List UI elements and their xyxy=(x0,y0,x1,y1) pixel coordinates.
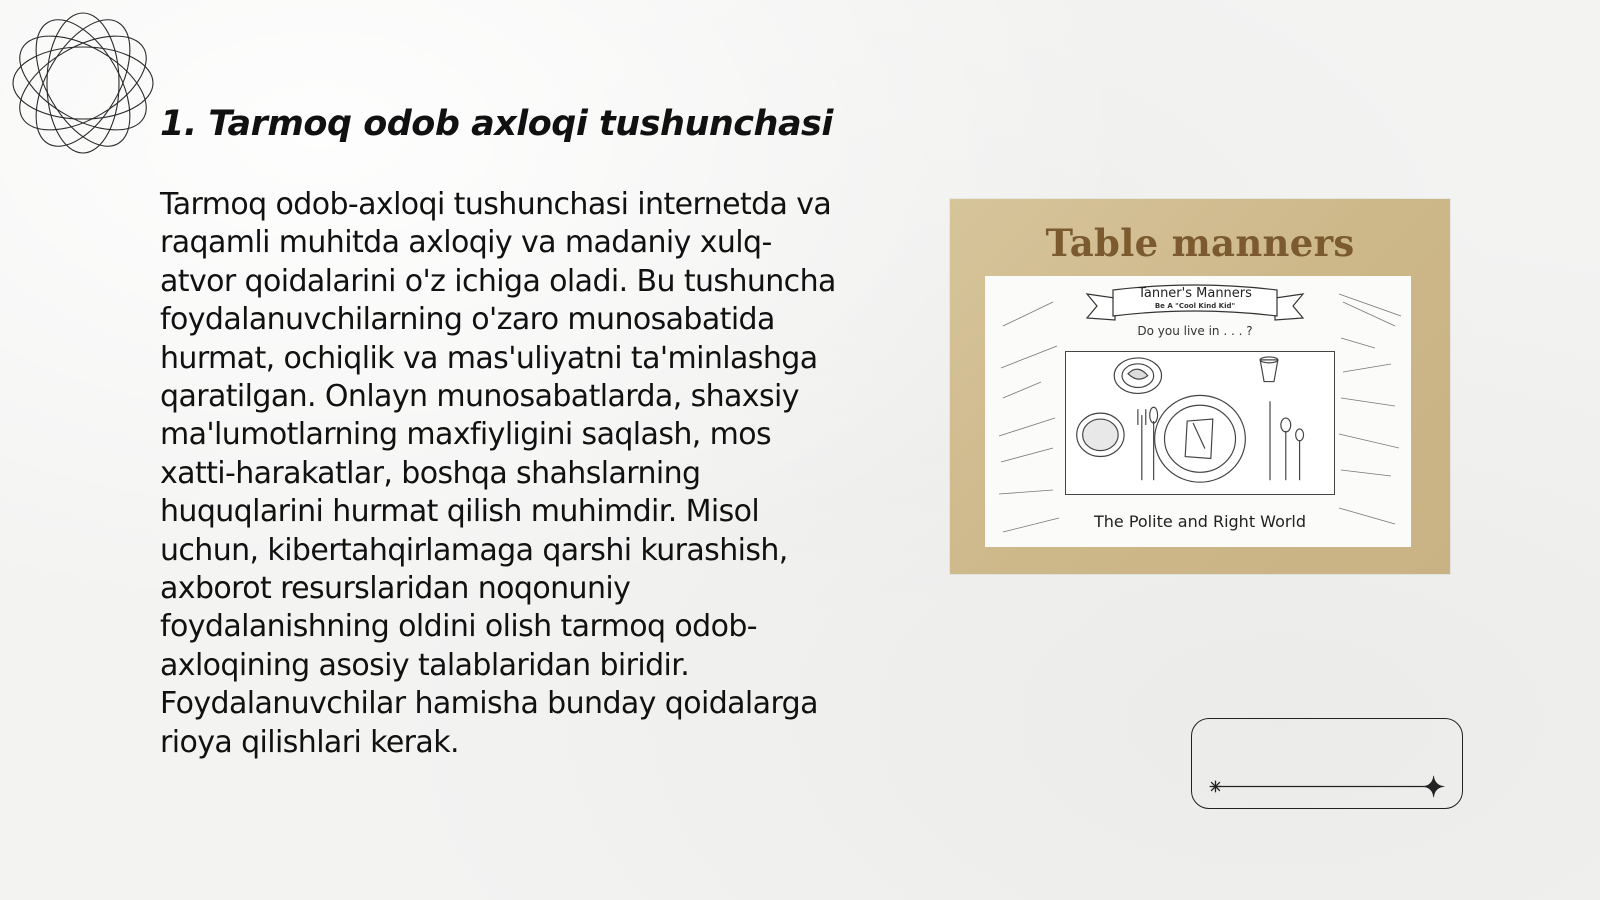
placemat xyxy=(985,276,1411,547)
star-line-icon xyxy=(1192,719,1462,808)
slide-body-text: Tarmoq odob-axloqi tushunchasi internetda va raqamli muhitda axloqiy va madaniy xulq-atvor qoidalarini o'z ichiga oladi. Bu tushuncha foydalanuvchilarning o'zaro munosabatida hurmat, ochiqlik va mas'uliyatni ta'minlashga qaratilgan. Onlayn munosabatlarda, shaxsiy ma'lumotlarning maxfiyligini saqlash, mos xatti-harakatlar, boshqa shahslarning huquqlarini hurmat qilish muhimdir. Misol uchun, kibertahqirlamaga qarshi kurashish, axborot resurslaridan noqonuniy foydalanishning oldini olish tarmoq odob-axloqining asosiy talablaridan biridir. Foydalanuvchilar hamisha bunday qoidalarga rioya qilishlari kerak. xyxy=(160,187,836,760)
banner-subtitle: Be A "Cool Kind Kid" xyxy=(1154,302,1236,310)
banner-title: Tanner's Manners xyxy=(1138,286,1252,301)
place-setting xyxy=(1065,351,1335,495)
decorative-frame xyxy=(1191,718,1463,809)
table-manners-picture xyxy=(950,199,1450,574)
placemat-right-notes-icon xyxy=(1335,288,1407,538)
placemat-question: Do you live in . . . ? xyxy=(1137,324,1253,338)
place-setting-icon xyxy=(1066,352,1334,494)
slide-title: 1. Tarmoq odob axloqi tushunchasi xyxy=(160,104,833,144)
picture-heading: Table manners xyxy=(1045,221,1355,265)
circular-ornament-icon xyxy=(10,10,156,156)
placemat-caption: The Polite and Right World xyxy=(1093,512,1307,531)
placemat-left-notes-icon xyxy=(993,286,1063,536)
